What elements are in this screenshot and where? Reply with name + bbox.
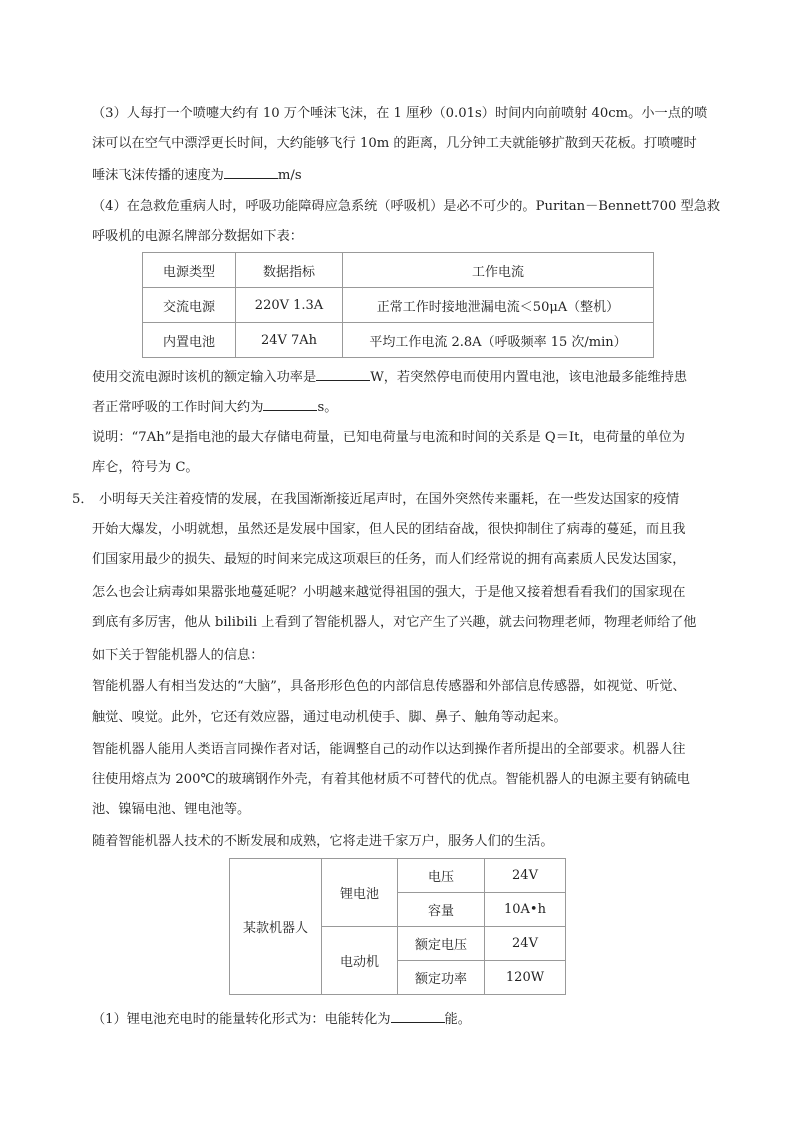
voltage-label: 电压 [398,859,485,893]
q5-para-2-line: 智能机器人有相当发达的“大脑”，具备形形色色的内部信息传感器和外部信息传感器，如视觉、听觉、 [92,679,686,694]
capacity-value: 10A•h [485,893,566,927]
q3-line-1: （3）人每打一个喷嚏大约有 10 万个唾沫飞沫，在 1 厘秒（0.01s）时间内向前喷射 40cm。小一点的喷 [92,106,708,121]
rated-voltage-value: 24V [485,927,566,961]
q5-para-1-line: 开始大爆发，小明就想，虽然还是发展中国家，但人民的团结奋战，很快抑制住了病毒的蔓延，而且我 [92,522,686,537]
header-data-spec: 数据指标 [236,253,343,288]
table-cell: 平均工作电流 2.8A（呼吸频率 15 次/min） [343,323,654,358]
rated-power-value: 120W [485,961,566,995]
header-working-current: 工作电流 [343,253,654,288]
q5-para-3-line: 往使用熔点为 200℃的玻璃钢作外壳，有着其他材质不可替代的优点。智能机器人的电源主要有钠硫电 [92,772,690,787]
q3-line-3 [92,164,302,186]
q5-para-1-line: 到底有多厉害，他从 bilibili 上看到了智能机器人，对它产生了兴趣，就去问物理老师，物理老师给了他 [92,615,697,630]
q4-after-1-prefix: 使用交流电源时该机的额定输入功率是 [92,370,317,385]
q5-para-1-line: 如下关于智能机器人的信息： [92,648,264,663]
q4-note-line-1: 说明：“7Ah”是指电池的最大存储电荷量，已知电荷量与电流和时间的关系是 Q＝It，电荷量的单位为 [92,430,685,445]
table-row [143,323,654,358]
q5-sub-1 [92,1008,471,1030]
q5-sub-1-suffix: 能。 [444,1012,471,1027]
header-power-type: 电源类型 [143,253,236,288]
q5-para-3-line: 池、镍镉电池、锂电池等。 [92,802,251,817]
q5-para-1-line: 小明每天关注着疫情的发展，在我国渐渐接近尾声时，在国外突然传来噩耗，在一些发达国家的疫情 [99,492,680,507]
q3-line-2: 沫可以在空气中漂浮更长时间，大约能够飞行 10m 的距离，几分钟工夫就能够扩散到天花板。打喷嚏时 [92,136,697,151]
q3-line-3-prefix: 唾沫飞沫传播的速度为 [92,168,224,183]
table-cell: 交流电源 [143,288,236,323]
table-cell: 220V 1.3A [236,288,343,323]
answer-blank[interactable] [263,396,317,411]
q5-para-2-line: 触觉、嗅觉。此外，它还有效应器，通过电动机使手、脚、鼻子、触角等动起来。 [92,710,567,725]
q4-line-2: 呼吸机的电源名牌部分数据如下表： [92,229,303,244]
table-cell: 24V 7Ah [236,323,343,358]
q5-para-4: 随着智能机器人技术的不断发展和成熟，它将走进千家万户，服务人们的生活。 [92,834,554,849]
q4-after-line-2 [92,396,337,418]
table-cell: 正常工作时接地泄漏电流＜50μA（整机） [343,288,654,323]
q4-after-1-suffix: W，若突然停电而使用内置电池，该电池最多能维持患 [370,370,688,385]
table-row [230,859,566,893]
rated-voltage-label: 额定电压 [398,927,485,961]
answer-blank[interactable] [391,1008,445,1023]
q4-after-line-1 [92,366,687,388]
q4-after-2-prefix: 者正常呼吸的工作时间大约为 [92,400,264,415]
q3-unit: m/s [277,168,302,183]
q5-para-3-line: 智能机器人能用人类语言同操作者对话，能调整自己的动作以达到操作者所提出的全部要求。机器人往 [92,742,686,757]
table-header-row [143,253,654,288]
robot-cell: 某款机器人 [230,859,322,995]
table-cell: 内置电池 [143,323,236,358]
q4-line-1: （4）在急救危重病人时，呼吸功能障碍应急系统（呼吸机）是必不可少的。Puritan－Bennett700 型急救 [92,199,721,214]
table-row [143,288,654,323]
rated-power-label: 额定功率 [398,961,485,995]
q4-note-line-2: 库仑，符号为 C。 [92,460,199,475]
voltage-value: 24V [485,859,566,893]
capacity-label: 容量 [398,893,485,927]
battery-cell: 锂电池 [322,859,398,927]
q5-para-1-line: 们国家用最少的损失、最短的时间来完成这项艰巨的任务，而人们经常说的拥有高素质人民发达国家， [92,552,686,567]
robot-spec-table [229,858,566,995]
q5-para-1-line: 怎么也会让病毒如果嚣张地蔓延呢？小明越来越觉得祖国的强大，于是他又接着想看看我们的国家现在 [92,585,686,600]
answer-blank[interactable] [316,366,370,381]
answer-blank[interactable] [224,164,278,179]
motor-cell: 电动机 [322,927,398,995]
q4-after-2-suffix: s。 [317,400,338,415]
q5-sub-1-prefix: （1）锂电池充电时的能量转化形式为：电能转化为 [92,1012,391,1027]
ventilator-power-table [142,252,654,358]
q5-number: 5． [72,492,94,507]
